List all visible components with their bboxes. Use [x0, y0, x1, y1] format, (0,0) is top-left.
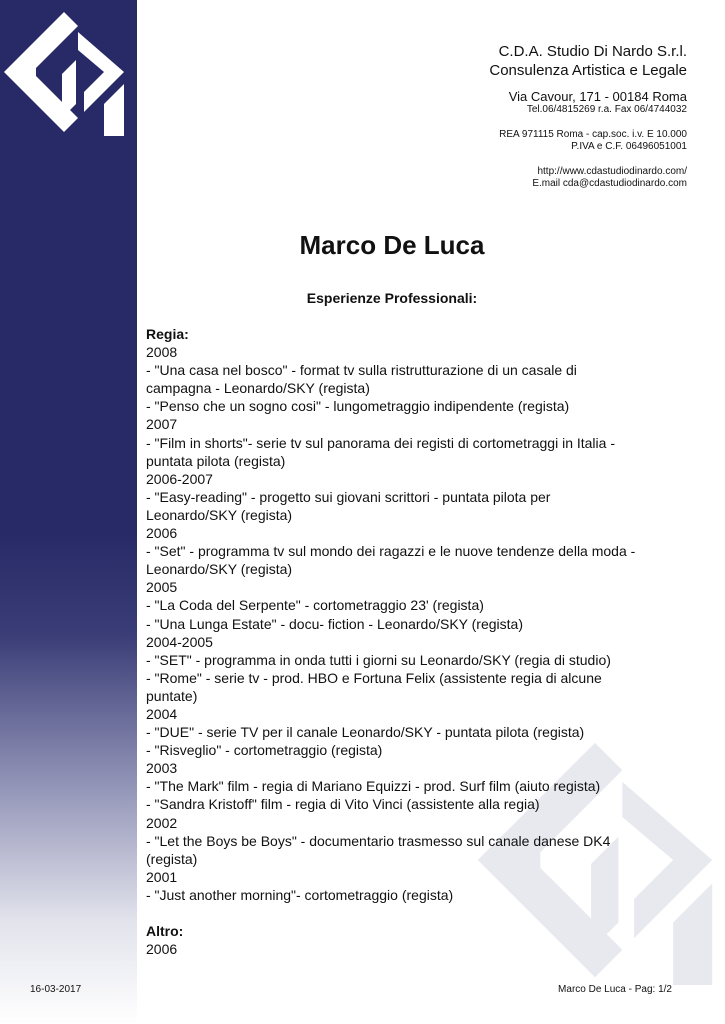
person-name-title: Marco De Luca [299, 230, 485, 260]
company-website[interactable]: http://www.cdastudiodinardo.com/ [537, 166, 687, 177]
entry-line: - "Una casa nel bosco" - format tv sulla ristrutturazione di un casale di campagna - Leonardo/SKY (regista) [146, 362, 577, 397]
year-line: 2002 [146, 814, 178, 831]
entry-line: - "The Mark" film - regia di Mariano Equizzi - prod. Surf film (aiuto regista) [146, 778, 601, 795]
year-line: 2005 [146, 579, 178, 596]
entry-line: - "Let the Boys be Boys" - documentario trasmesso sul canale danese DK4 (regista) [146, 832, 611, 867]
year-line: 2003 [146, 760, 178, 777]
regia-list [146, 343, 642, 904]
company-subtitle: Consulenza Artistica e Legale [489, 62, 687, 79]
cv-content [146, 325, 642, 958]
sidebar-band [0, 0, 137, 1024]
section-spacer [146, 904, 642, 922]
entry-line: - "Film in shorts"- serie tv sul panorama dei registi di cortometraggi in Italia - puntata pilota (regista) [146, 434, 615, 469]
company-header [489, 42, 687, 190]
entry-line: - "Easy-reading" - progetto sui giovani scrittori - puntata pilota per Leonardo/SKY (regista) [146, 488, 551, 523]
altro-heading: Altro: [146, 923, 184, 939]
entry-line: - "SET" - programma in onda tutti i giorni su Leonardo/SKY (regia di studio) [146, 651, 611, 668]
year-line: 2004-2005 [146, 633, 213, 650]
year-line: 2001 [146, 868, 178, 885]
company-rea: REA 971115 Roma - cap.soc. i.v. E 10.000 [499, 129, 687, 140]
regia-heading: Regia: [146, 326, 189, 342]
entry-line: - "Risveglio" - cortometraggio (regista) [146, 742, 383, 759]
year-line: 2007 [146, 416, 178, 433]
company-email[interactable]: E.mail cda@cdastudiodinardo.com [532, 178, 687, 189]
company-address: Via Cavour, 171 - 00184 Roma [508, 89, 687, 104]
section-title: Esperienze Professionali: [306, 290, 478, 306]
year-line: 2006 [146, 941, 178, 958]
entry-line: - "Rome" - serie tv - prod. HBO e Fortuna Felix (assistente regia di alcune puntate) [146, 669, 602, 704]
company-name: C.D.A. Studio Di Nardo S.r.l. [498, 43, 687, 60]
company-phone: Tel.06/4815269 r.a. Fax 06/4744032 [526, 104, 687, 115]
cda-logo-icon [0, 8, 128, 136]
footer-page-info: Marco De Luca - Pag: 1/2 [558, 984, 672, 995]
year-line: 2008 [146, 344, 178, 361]
entry-line: - "Penso che un sogno cosi" - lungometraggio indipendente (regista) [146, 398, 570, 415]
year-line: 2006-2007 [146, 470, 213, 487]
entry-line: - "La Coda del Serpente" - cortometraggio 23' (regista) [146, 597, 484, 614]
year-line: 2004 [146, 705, 178, 722]
altro-list [146, 940, 642, 958]
company-piva: P.IVA e C.F. 06496051001 [571, 141, 687, 152]
entry-line: - "Set" - programma tv sul mondo dei ragazzi e le nuove tendenze della moda - Leonardo/SKY (regista) [146, 543, 636, 578]
entry-line: - "Sandra Kristoff" film - regia di Vito Vinci (assistente alla regia) [146, 796, 540, 813]
entry-line: - "Una Lunga Estate" - docu- fiction - Leonardo/SKY (regista) [146, 615, 523, 632]
footer-date: 16-03-2017 [30, 984, 82, 995]
entry-line: - "Just another morning"- cortometraggio (regista) [146, 886, 454, 903]
year-line: 2006 [146, 525, 178, 542]
entry-line: - "DUE" - serie TV per il canale Leonardo/SKY - puntata pilota (regista) [146, 724, 585, 741]
